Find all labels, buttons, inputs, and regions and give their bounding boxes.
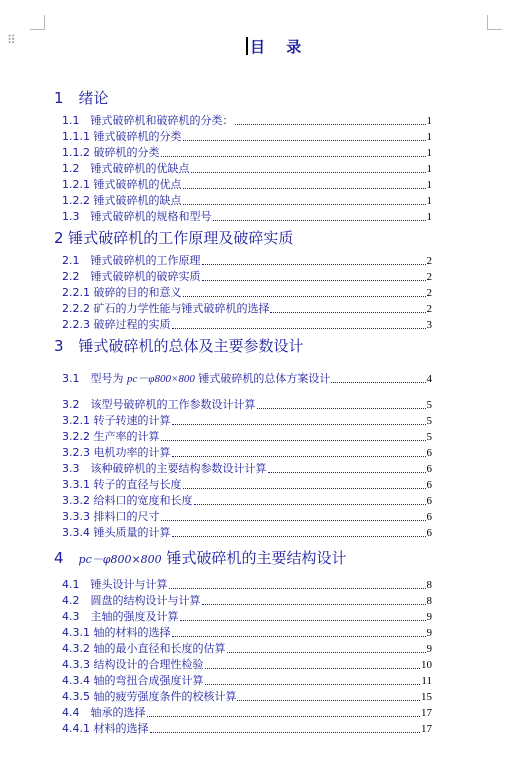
toc-entry[interactable]: 3.2.2 生产率的计算 5: [62, 430, 432, 443]
toc-entry[interactable]: 2.2.3 破碎过程的实质 3: [62, 318, 432, 331]
toc-entry[interactable]: 3.3.4 锤头质量的计算 6: [62, 526, 432, 539]
toc-entry[interactable]: 3.3.1 转子的直径与长度 6: [62, 478, 432, 491]
chapter-heading-3[interactable]: 3 锤式破碎机的总体及主要参数设计: [54, 337, 304, 355]
toc-title: 目 录: [250, 38, 310, 56]
text-cursor: [246, 37, 248, 55]
toc-entry[interactable]: 1.1.2 破碎机的分类 1: [62, 146, 432, 159]
chapter-heading-4[interactable]: 4 pc－φ800×800 锤式破碎机的主要结构设计: [54, 549, 347, 567]
toc-entry[interactable]: 1.1 锤式破碎机和破碎机的分类： 1: [62, 114, 432, 127]
toc-entry[interactable]: 4.3.3 结构设计的合理性检验 10: [62, 658, 432, 671]
crop-mark-top-left: [30, 15, 45, 30]
crop-mark-top-right: [487, 15, 502, 30]
toc-entry[interactable]: 1.1.1 锤式破碎机的分类 1: [62, 130, 432, 143]
toc-entry[interactable]: 4.3.1 轴的材料的选择 9: [62, 626, 432, 639]
toc-entry[interactable]: 4.2 圆盘的结构设计与计算 8: [62, 594, 432, 607]
chapter-heading-2[interactable]: 2 锤式破碎机的工作原理及破碎实质: [54, 229, 294, 247]
toc-entry[interactable]: 2.2.2 矿石的力学性能与锤式破碎机的选择 2: [62, 302, 432, 315]
toc-entry[interactable]: 3.2.1 转子转速的计算 5: [62, 414, 432, 427]
toc-entry[interactable]: 1.2 锤式破碎机的优缺点 1: [62, 162, 432, 175]
toc-entry[interactable]: 2.2 锤式破碎机的破碎实质 2: [62, 270, 432, 283]
toc-entry[interactable]: 3.1 型号为 pc－φ800×800 锤式破碎机的总体方案设计 4: [62, 372, 432, 385]
toc-entry[interactable]: 3.3.2 给料口的宽度和长度 6: [62, 494, 432, 507]
table-of-contents: [54, 88, 432, 736]
toc-entry[interactable]: 2.2.1 破碎的目的和意义 2: [62, 286, 432, 299]
toc-entry[interactable]: 4.3 主轴的强度及计算 9: [62, 610, 432, 623]
toc-entry[interactable]: 3.2.3 电机功率的计算 6: [62, 446, 432, 459]
toc-entry[interactable]: 4.3.2 轴的最小直径和长度的估算 9: [62, 642, 432, 655]
drag-handle-icon[interactable]: ⠿: [7, 33, 17, 47]
toc-entry[interactable]: 1.2.2 锤式破碎机的缺点 1: [62, 194, 432, 207]
toc-entry[interactable]: 2.1 锤式破碎机的工作原理 2: [62, 254, 432, 267]
toc-entry[interactable]: 4.1 锤头设计与计算 8: [62, 578, 432, 591]
toc-entry[interactable]: 3.3.3 排料口的尺寸 6: [62, 510, 432, 523]
toc-entry[interactable]: 3.3 该种破碎机的主要结构参数设计计算 6: [62, 462, 432, 475]
toc-entry[interactable]: 4.3.4 轴的弯扭合成强度计算 11: [62, 674, 432, 687]
toc-entry[interactable]: 4.4 轴承的选择 17: [62, 706, 432, 719]
chapter-heading-1[interactable]: 1 绪论: [54, 89, 109, 107]
toc-entry[interactable]: 1.3 锤式破碎机的规格和型号 1: [62, 210, 432, 223]
toc-entry[interactable]: 1.2.1 锤式破碎机的优点 1: [62, 178, 432, 191]
toc-entry[interactable]: 4.3.5 轴的疲劳强度条件的校核计算 15: [62, 690, 432, 703]
toc-entry[interactable]: 3.2 该型号破碎机的工作参数设计计算 5: [62, 398, 432, 411]
toc-entry[interactable]: 4.4.1 材料的选择 17: [62, 722, 432, 735]
